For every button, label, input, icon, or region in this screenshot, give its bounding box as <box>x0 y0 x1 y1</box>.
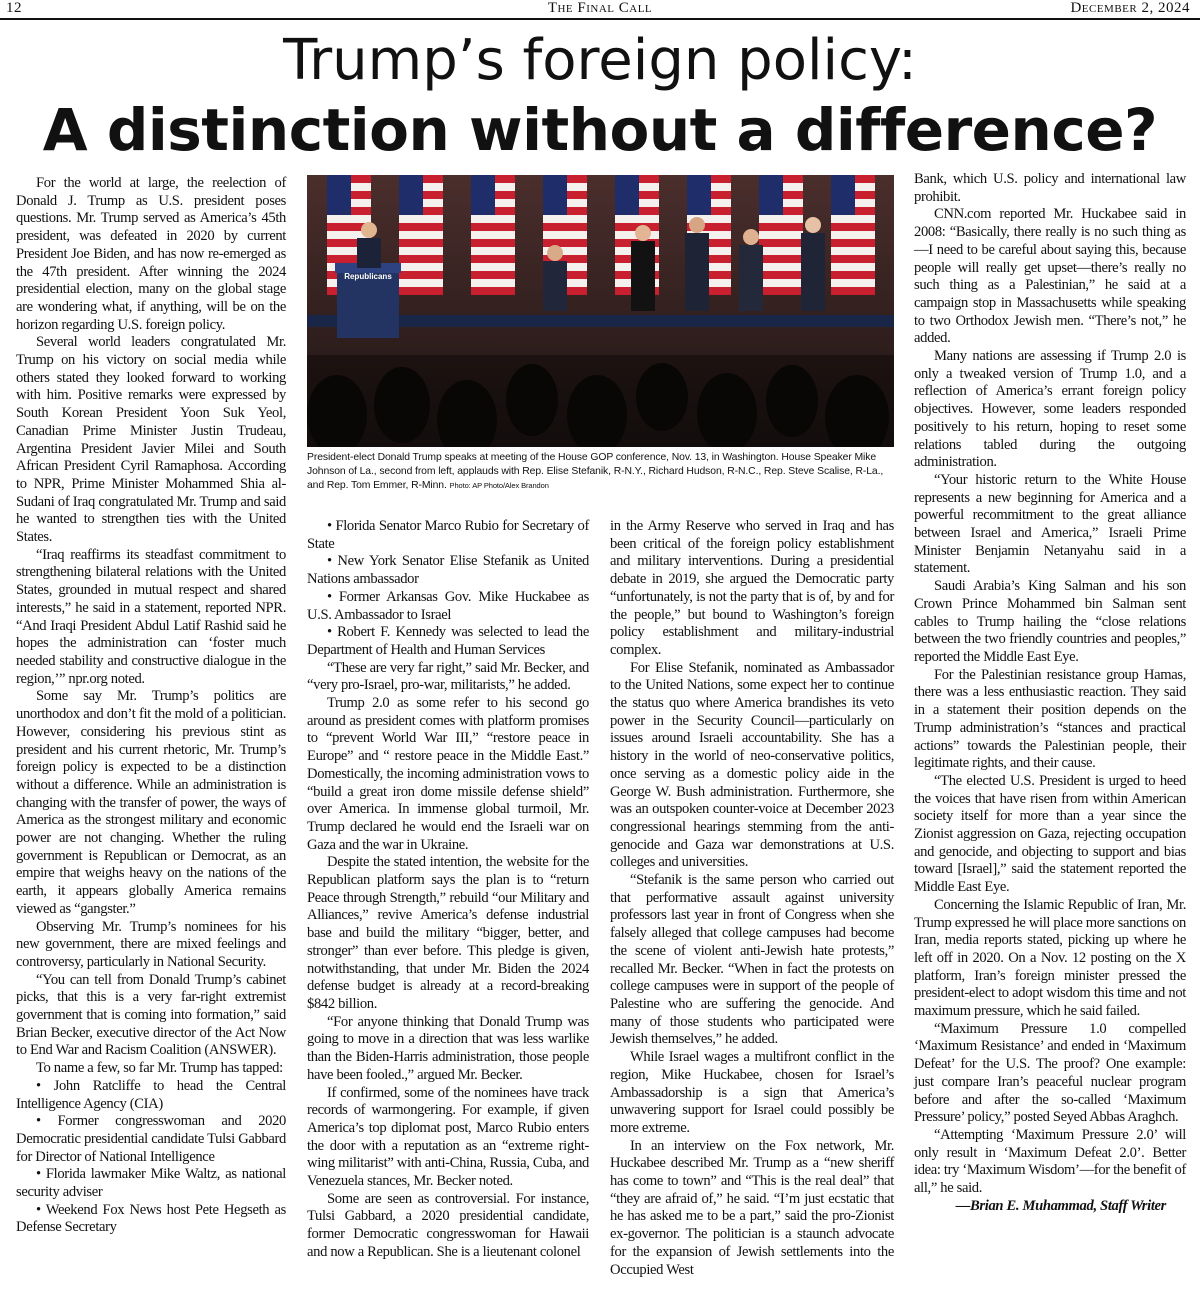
paragraph: Observing Mr. Trump’s nominees for his new government, there are mixed feelings and controversy, particularly in National Security. <box>16 918 286 970</box>
paragraph: While Israel wages a multifront conflict in the region, Mike Huckabee, chosen for Israel’s Ambassadorship is a sign that America’s unwavering support for Israel could possibly be more extreme. <box>610 1049 894 1136</box>
paragraph: Saudi Arabia’s King Salman and his son Crown Prince Mohammed bin Salman sent cables to Trump hailing the “close relations between the two friendly countries and peoples,” reported the Middle East Eye. <box>914 578 1186 665</box>
podium <box>335 263 401 338</box>
paragraph: Several world leaders congratulated Mr. Trump on his victory on social media while others stated they looked forward to working with him. Positive remarks were expressed by South Korean President Yoon Suk Yeol, Canadian Prime Minister Justin Trudeau, Argentina President Javier Milei and South African President Cyril Ramaphosa. According to NPR, Prime Minister Mohammed Shia al-Sudani of Iraq congratulated Mr. Trump and said he wanted to strengthen ties with the United States. <box>16 334 286 546</box>
page-number: 12 <box>6 0 22 16</box>
paragraph: Some say Mr. Trump’s politics are unorthodox and don’t fit the mold of a politician. However, considering his previous stint as president and his current rhetoric, Mr. Trump’s foreign policy is expected to be a distinction without a difference. While an administration is changing with the transfer of power, the ways of America as the strongest military and economic power are not changing. Whether the ruling government is Republican or Democrat, as an empire that weighs heavy on the nations of the earth, it appears globally America remains viewed as “gangster.” <box>16 688 286 917</box>
paragraph: For the Palestinian resistance group Hamas, there was a less enthusiastic reaction. They said in a statement their position depends on the Trump administration’s “stances and practical actions” towards the Palestinian people, their legitimate rights, and their cause. <box>914 666 1186 772</box>
nominee-bullet: • Former congresswoman and 2020 Democratic presidential candidate Tulsi Gabbard for Director of National Intelligence <box>16 1113 286 1165</box>
paragraph: “For anyone thinking that Donald Trump was going to move in a direction that was less warlike than the Biden-Harris administration, those people have been fooled.,” argued Mr. Becker. <box>307 1013 589 1083</box>
paragraph: “Maximum Pressure 1.0 compelled ‘Maximum Resistance’ and ended in ‘Maximum Defeat’ for the U.S. The proof? One example: just compare Iran’s peaceful nuclear program before and after the so-called ‘Maximum Pressure’ policy,” posted Seyed Abbas Araghch. <box>914 1020 1186 1126</box>
article-column-2 <box>307 518 589 1262</box>
paragraph: Many nations are assessing if Trump 2.0 is only a tweaked version of Trump 1.0, and a reflection of America’s errant foreign policy objectives. However, some leaders responded positively to his return, hoping to reset some relations tabled during the outgoing administration. <box>914 348 1186 471</box>
article-photo <box>307 175 894 447</box>
issue-date: December 2, 2024 <box>1070 0 1190 16</box>
paragraph: For Elise Stefanik, nominated as Ambassador to the United Nations, some expect her to continue the status quo where America brandishes its veto power in the Security Council—particularly on issues around Israeli accountability. She has a history in the world of neo-conservative politics, once serving as a domestic policy aide in the George W. Bush administration. Furthermore, she was an outspoken counter-voice at December 2023 congressional hearings stemming from the anti-genocide and Gaza war demonstrations at U.S. colleges and universities. <box>610 659 894 871</box>
podium-sign: Republicans <box>344 272 392 281</box>
paragraph: Bank, which U.S. policy and international law prohibit. <box>914 171 1186 205</box>
paragraph: Some are seen as controversial. For instance, Tulsi Gabbard, a 2020 presidential candidate, former Democratic congresswoman for Hawaii and now a Republican. She is a lieutenant colonel <box>307 1190 589 1260</box>
header-rule <box>0 18 1200 20</box>
paragraph: Concerning the Islamic Republic of Iran, Mr. Trump expressed he will place more sanctions on Iran, media reports stated, picking up where he left off in 2020. On a Nov. 12 posting on the X platform, Iran’s foreign minister pressed the president-elect to adopt wisdom this time and not maximum pressure, which he said failed. <box>914 896 1186 1020</box>
nominee-bullet: • Florida lawmaker Mike Waltz, as national security adviser <box>16 1166 286 1201</box>
byline: —Brian E. Muhammad, Staff Writer <box>955 1197 1166 1214</box>
paragraph: If confirmed, some of the nominees have track records of warmongering. For example, if given America’s top diplomat post, Marco Rubio enters the door with a reputation as an “extreme right-wing militarist” with anti-China, Russia, Cuba, and Venezuela stances, Mr. Becker noted. <box>307 1084 589 1190</box>
paragraph: Trump 2.0 as some refer to his second go around as president comes with platform promises to “prevent World War III,” “restore peace in Europe” and “ restore peace in the Middle East.” Domestically, the incoming administration vows to “build a great iron dome missile defense shield” over America. In immense global turmoil, Mr. Trump declared he would end the Israeli war on Gaza and the war in Ukraine. <box>307 695 589 853</box>
nominee-bullet: • Weekend Fox News host Pete Hegseth as Defense Secretary <box>16 1201 286 1236</box>
headline-line-2: A distinction without a difference? <box>42 96 1158 164</box>
paragraph: CNN.com reported Mr. Huckabee said in 2008: “Basically, there really is no such thing as—I need to be careful about saying this, because people will really get upset—there’s really no such thing as a Palestinian,” he said at a campaign stop in Massachusetts while speaking to two Orthodox Jewish men. “There’s not,” he added. <box>914 206 1186 347</box>
article-column-3 <box>610 518 894 1279</box>
paragraph: “You can tell from Donald Trump’s cabinet picks, that this is a very far-right extremist government that is coming into formation,” said Brian Becker, executive director of the Act Now to End War and Racism Coalition (ANSWER). <box>16 971 286 1059</box>
photo-caption <box>307 451 894 493</box>
caption-text: President-elect Donald Trump speaks at meeting of the House GOP conference, Nov. 13, in Washington. House Speaker Mike Johnson of La., second from left, applauds with Rep. Elise Stefanik, R-N.Y., Richard Hudson, R-N.C., Rep. Steve Scalise, R-La., and Rep. Tom Emmer, R-Minn. <box>307 452 884 491</box>
paragraph: To name a few, so far Mr. Trump has tapped: <box>36 1060 283 1077</box>
photo-illustration <box>307 175 894 447</box>
paragraph: In an interview on the Fox network, Mr. Huckabee described Mr. Trump as a “new sheriff has come to town” and “This is the real deal” that “they are afraid of,” he said. “I’m just ecstatic that he has asked me to be a part,” said the pro-Zionist ex-governor. The politician is a staunch advocate for the expansion of Jewish settlements into the Occupied West <box>610 1137 894 1278</box>
headline-line-1: Trump’s foreign policy: <box>283 28 917 93</box>
paragraph: “Your historic return to the White House represents a new beginning for America and a powerful recommitment to the great alliance between Israel and America,” Israeli Prime Minister Benjamin Netanyahu said in a statement. <box>914 471 1186 577</box>
paragraph: in the Army Reserve who served in Iraq and has been critical of the foreign policy establishment and military interventions. During a presidential debate in 2019, she argued the Democratic party “unfortunately, is not the party that is of, by and for the people,” but bound to Washington’s foreign policy establishment and military-industrial complex. <box>610 518 894 658</box>
article-column-1 <box>16 175 286 1237</box>
paragraph: “Iraq reaffirms its steadfast commitment to strengthening bilateral relations with the United States, grounded in mutual respect and shared interests,” he said in a statement, reported NPR. “And Iraqi President Abdul Latif Rashid said he hopes the administration can ‘foster much needed stability and constructive dialogue in the region,’” npr.org noted. <box>16 546 286 687</box>
paragraph: For the world at large, the reelection of Donald J. Trump as U.S. president poses questions. Mr. Trump served as America’s 45th president, was defeated in 2020 by current President Joe Biden, and has now re-emerged as the 47th president. After winning the 2024 presidential election, many on the global stage are wondering what, if anything, will be on the horizon regarding U.S. foreign policy. <box>16 175 286 333</box>
nominee-bullet: • Former Arkansas Gov. Mike Huckabee as U.S. Ambassador to Israel <box>307 588 589 623</box>
paragraph: “These are very far right,” said Mr. Becker, and “very pro-Israel, pro-war, militarists,” he added. <box>307 659 589 694</box>
article-column-4 <box>914 171 1186 1215</box>
nominee-bullet: • New York Senator Elise Stefanik as United Nations ambassador <box>307 553 589 588</box>
paragraph: Despite the stated intention, the website for the Republican platform says the plan is to “return Peace through Strength,” rebuild “our Military and Alliances,” revive America’s defense industrial base and build the military “bigger, better, and stronger” than ever before. This pledge is given, notwithstanding, that under Mr. Biden the 2024 defense budget is already at a record-breaking $842 billion. <box>307 854 589 1012</box>
publication-name: The Final Call <box>547 0 653 16</box>
nominee-bullet: • John Ratcliffe to head the Central Intelligence Agency (CIA) <box>16 1077 286 1112</box>
nominee-bullet: • Florida Senator Marco Rubio for Secretary of State <box>307 518 589 552</box>
paragraph: “Stefanik is the same person who carried out that performative assault against university professors last year in front of Congress when she falsely alleged that college campuses had become the scene of violent anti-Jewish hate protests,” recalled Mr. Becker. “When in fact the protests on college campuses were in support of the people of Palestine who are suffering the genocide. And many of those students who participated were Jewish themselves,” he added. <box>610 872 894 1048</box>
paragraph: “The elected U.S. President is urged to heed the voices that have risen from within American society itself for more than a year since the Zionist aggression on Gaza, rejecting occupation and genocide, and objecting to support and bias toward [Israel],” said the statement reported the Middle East Eye. <box>914 772 1186 896</box>
paragraph: “Attempting ‘Maximum Pressure 2.0’ will only result in ‘Maximum Defeat 2.0’. Better idea: try ‘Maximum Wisdom’—for the benefit of all,” he said. <box>914 1126 1186 1197</box>
running-header <box>0 0 1200 17</box>
nominee-bullet: • Robert F. Kennedy was selected to lead the Department of Health and Human Services <box>307 624 589 658</box>
photo-credit: Photo: AP Photo/Alex Brandon <box>449 481 549 490</box>
